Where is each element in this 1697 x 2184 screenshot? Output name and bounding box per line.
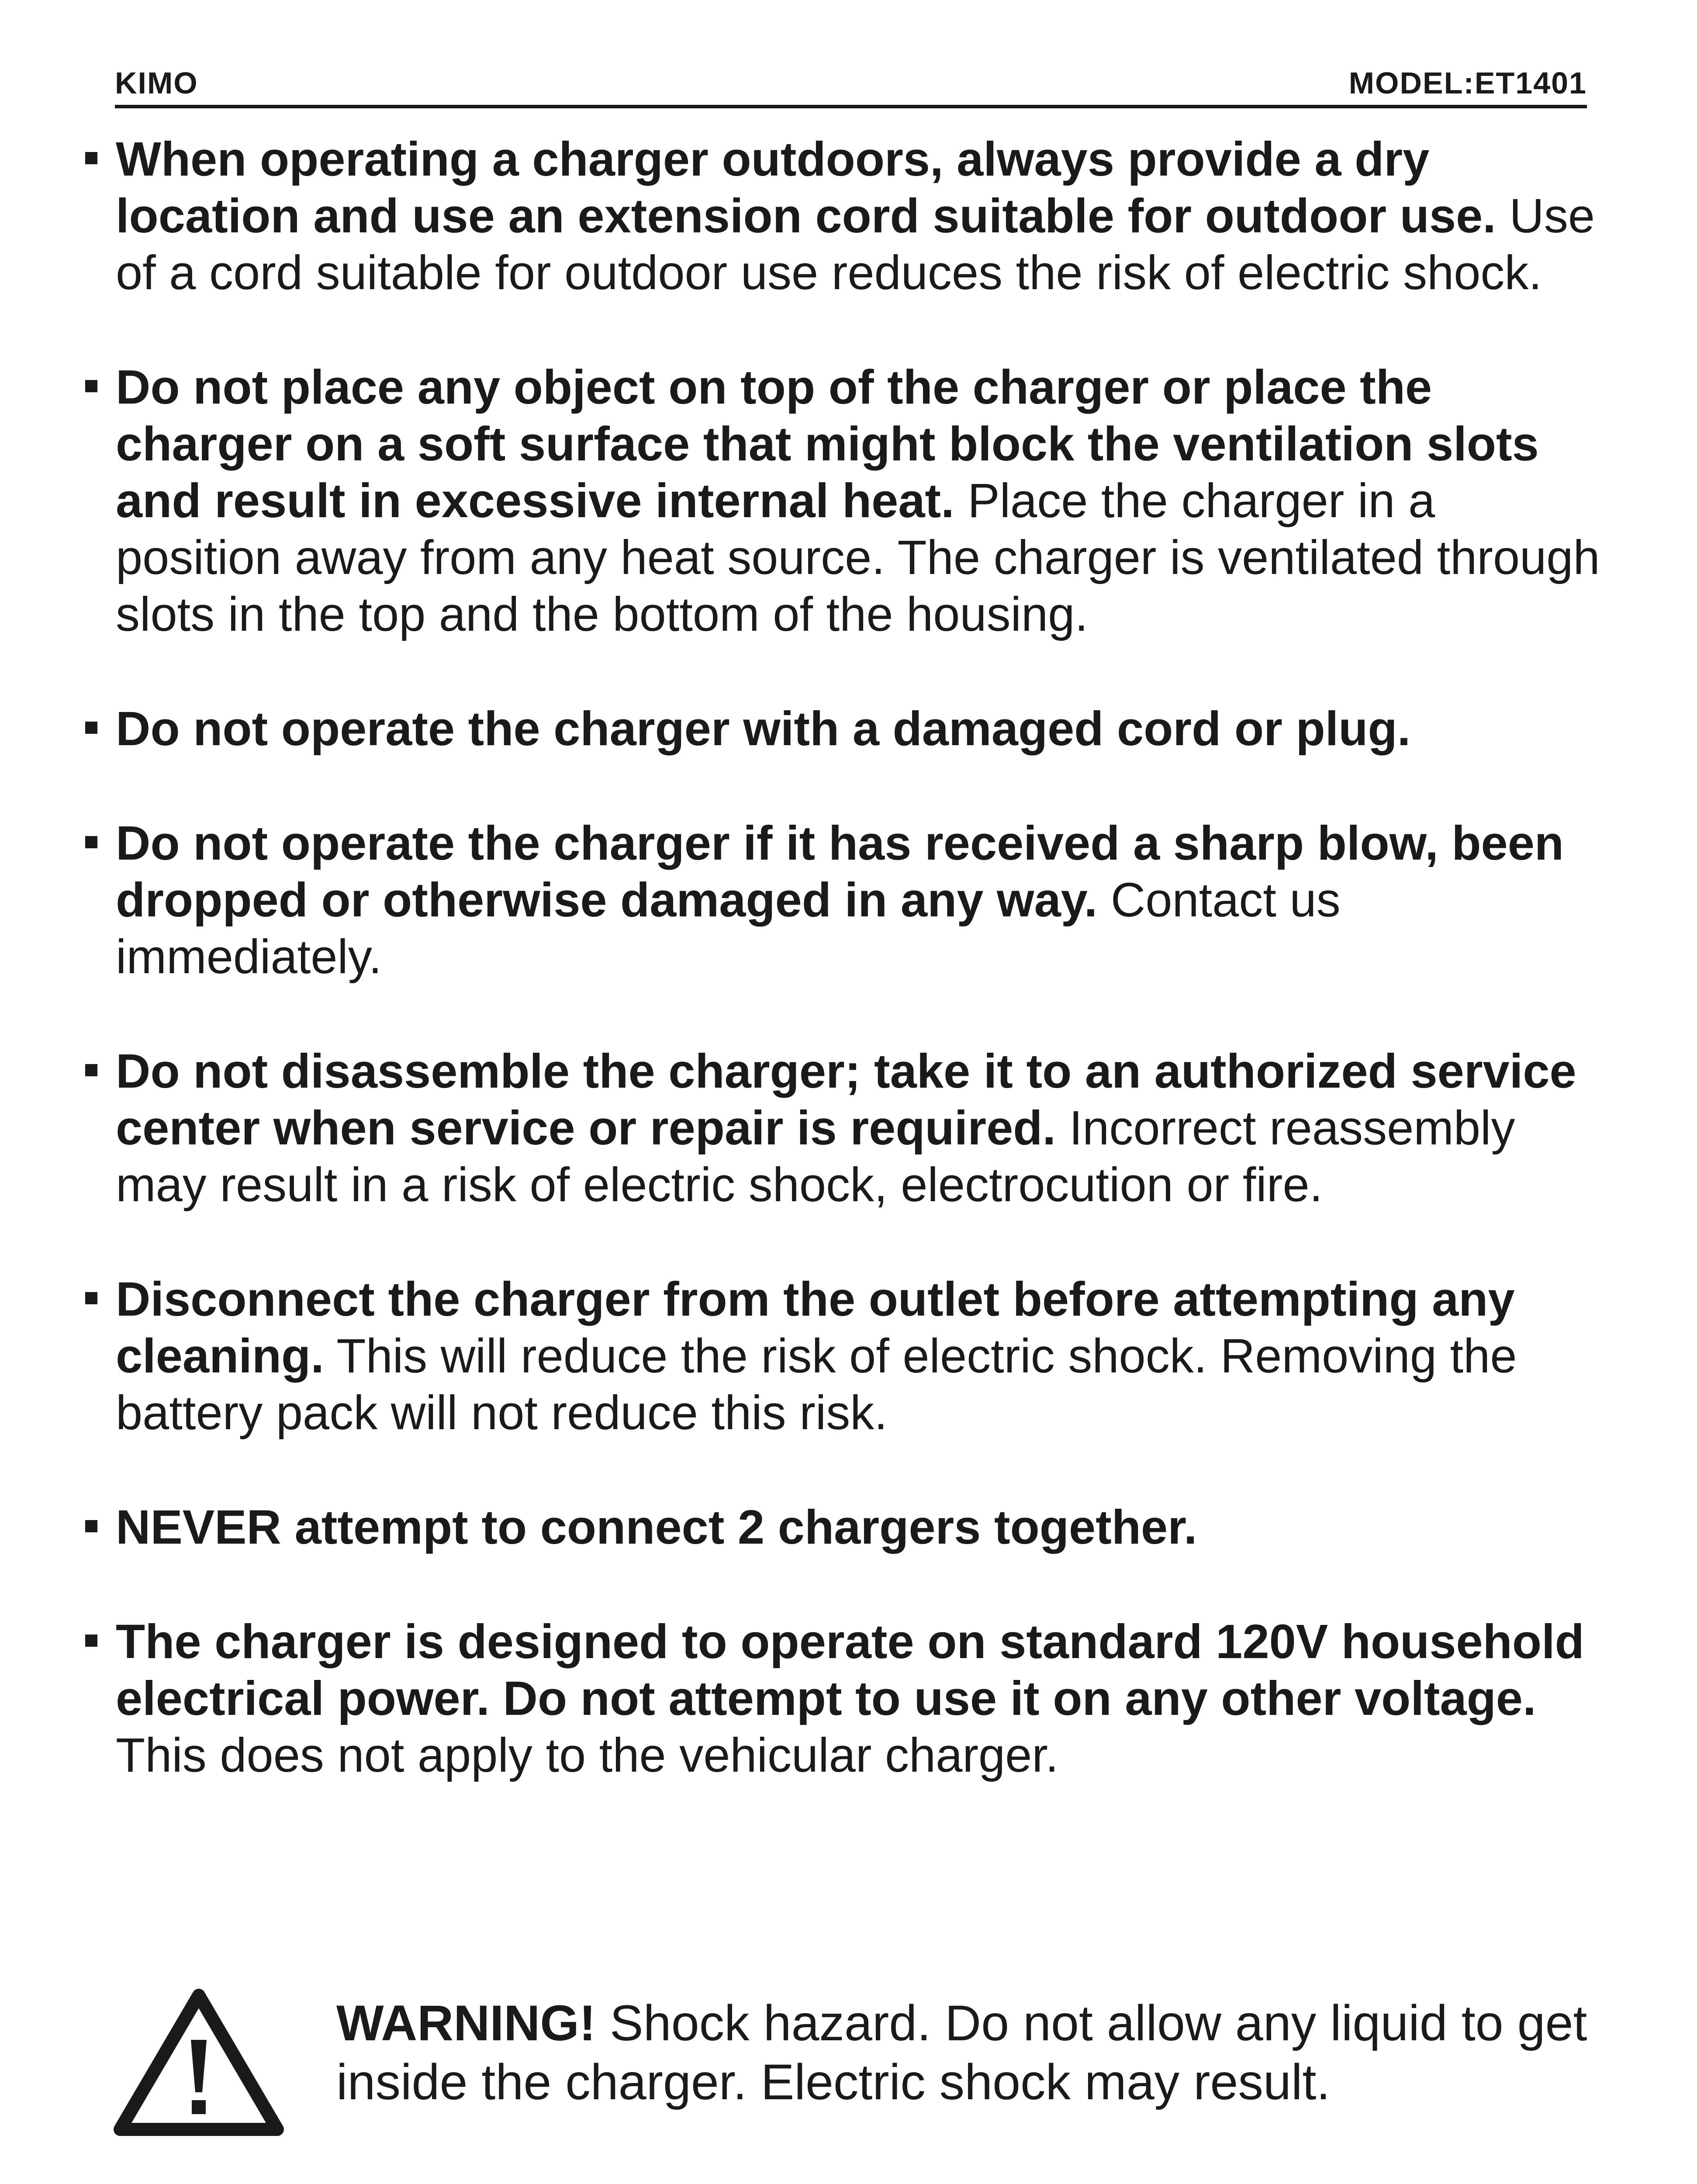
item-bold-text: The charger is designed to operate on standard 120V household electrical power. Do not attempt to use it on any other voltage.: [116, 1615, 1584, 1725]
item-bold-text: Do not place any object on top of the charger or place the charger on a soft surface that might block the ventilation slots and result in excessive internal heat.: [116, 360, 1539, 528]
item-normal-text: Use of a cord suitable for outdoor use reduces the risk of electric shock.: [116, 189, 1595, 300]
list-item: [83, 815, 1603, 985]
item-bold-text: Disconnect the charger from the outlet before attempting any cleaning.: [116, 1272, 1515, 1383]
list-item: [83, 359, 1603, 643]
model-number: MODEL:ET1401: [1348, 66, 1587, 100]
bullet-icon: [85, 152, 97, 164]
bullet-icon: [85, 380, 97, 392]
item-bold-text: Do not operate the charger if it has received a sharp blow, been dropped or otherwise damaged in any way.: [116, 816, 1564, 927]
warning-triangle-icon: [111, 1983, 286, 2140]
bullet-icon: [85, 722, 97, 734]
bullet-icon: [85, 836, 97, 848]
warning-text: [336, 1994, 1603, 2112]
list-item: [83, 131, 1603, 301]
bullet-icon: [85, 1064, 97, 1076]
item-normal-text: Contact us immediately.: [116, 873, 1341, 984]
list-item: [83, 1271, 1603, 1441]
item-normal-text: Incorrect reassembly may result in a risk of electric shock, electrocution or fire.: [116, 1101, 1515, 1212]
list-item: [83, 1499, 1603, 1556]
item-normal-text: This does not apply to the vehicular charger.: [116, 1728, 1059, 1782]
item-normal-text: This will reduce the risk of electric shock. Removing the battery pack will not reduce this risk.: [116, 1329, 1517, 1440]
item-normal-text: Place the charger in a position away from any heat source. The charger is ventilated through slots in the top and the bottom of the housing.: [116, 474, 1600, 641]
item-bold-text: When operating a charger outdoors, always provide a dry location and use an extension cord suitable for outdoor use.: [116, 132, 1496, 243]
warning-label: WARNING!: [336, 1995, 596, 2051]
bullet-icon: [85, 1635, 97, 1647]
item-bold-text: NEVER attempt to connect 2 chargers together.: [116, 1500, 1197, 1554]
list-item: [83, 701, 1603, 757]
brand-name: KIMO: [115, 66, 198, 100]
page-header: [115, 66, 1587, 108]
warning-message: Shock hazard. Do not allow any liquid to get inside the charger. Electric shock may result.: [336, 1995, 1587, 2110]
list-item: [83, 1614, 1603, 1784]
safety-list: [83, 131, 1603, 1842]
warning-box: [111, 1983, 1597, 2140]
bullet-icon: [85, 1292, 97, 1304]
list-item: [83, 1043, 1603, 1213]
item-bold-text: Do not disassemble the charger; take it to an authorized service center when service or repair is required.: [116, 1044, 1576, 1155]
bullet-icon: [85, 1520, 97, 1532]
item-bold-text: Do not operate the charger with a damaged cord or plug.: [116, 702, 1411, 756]
